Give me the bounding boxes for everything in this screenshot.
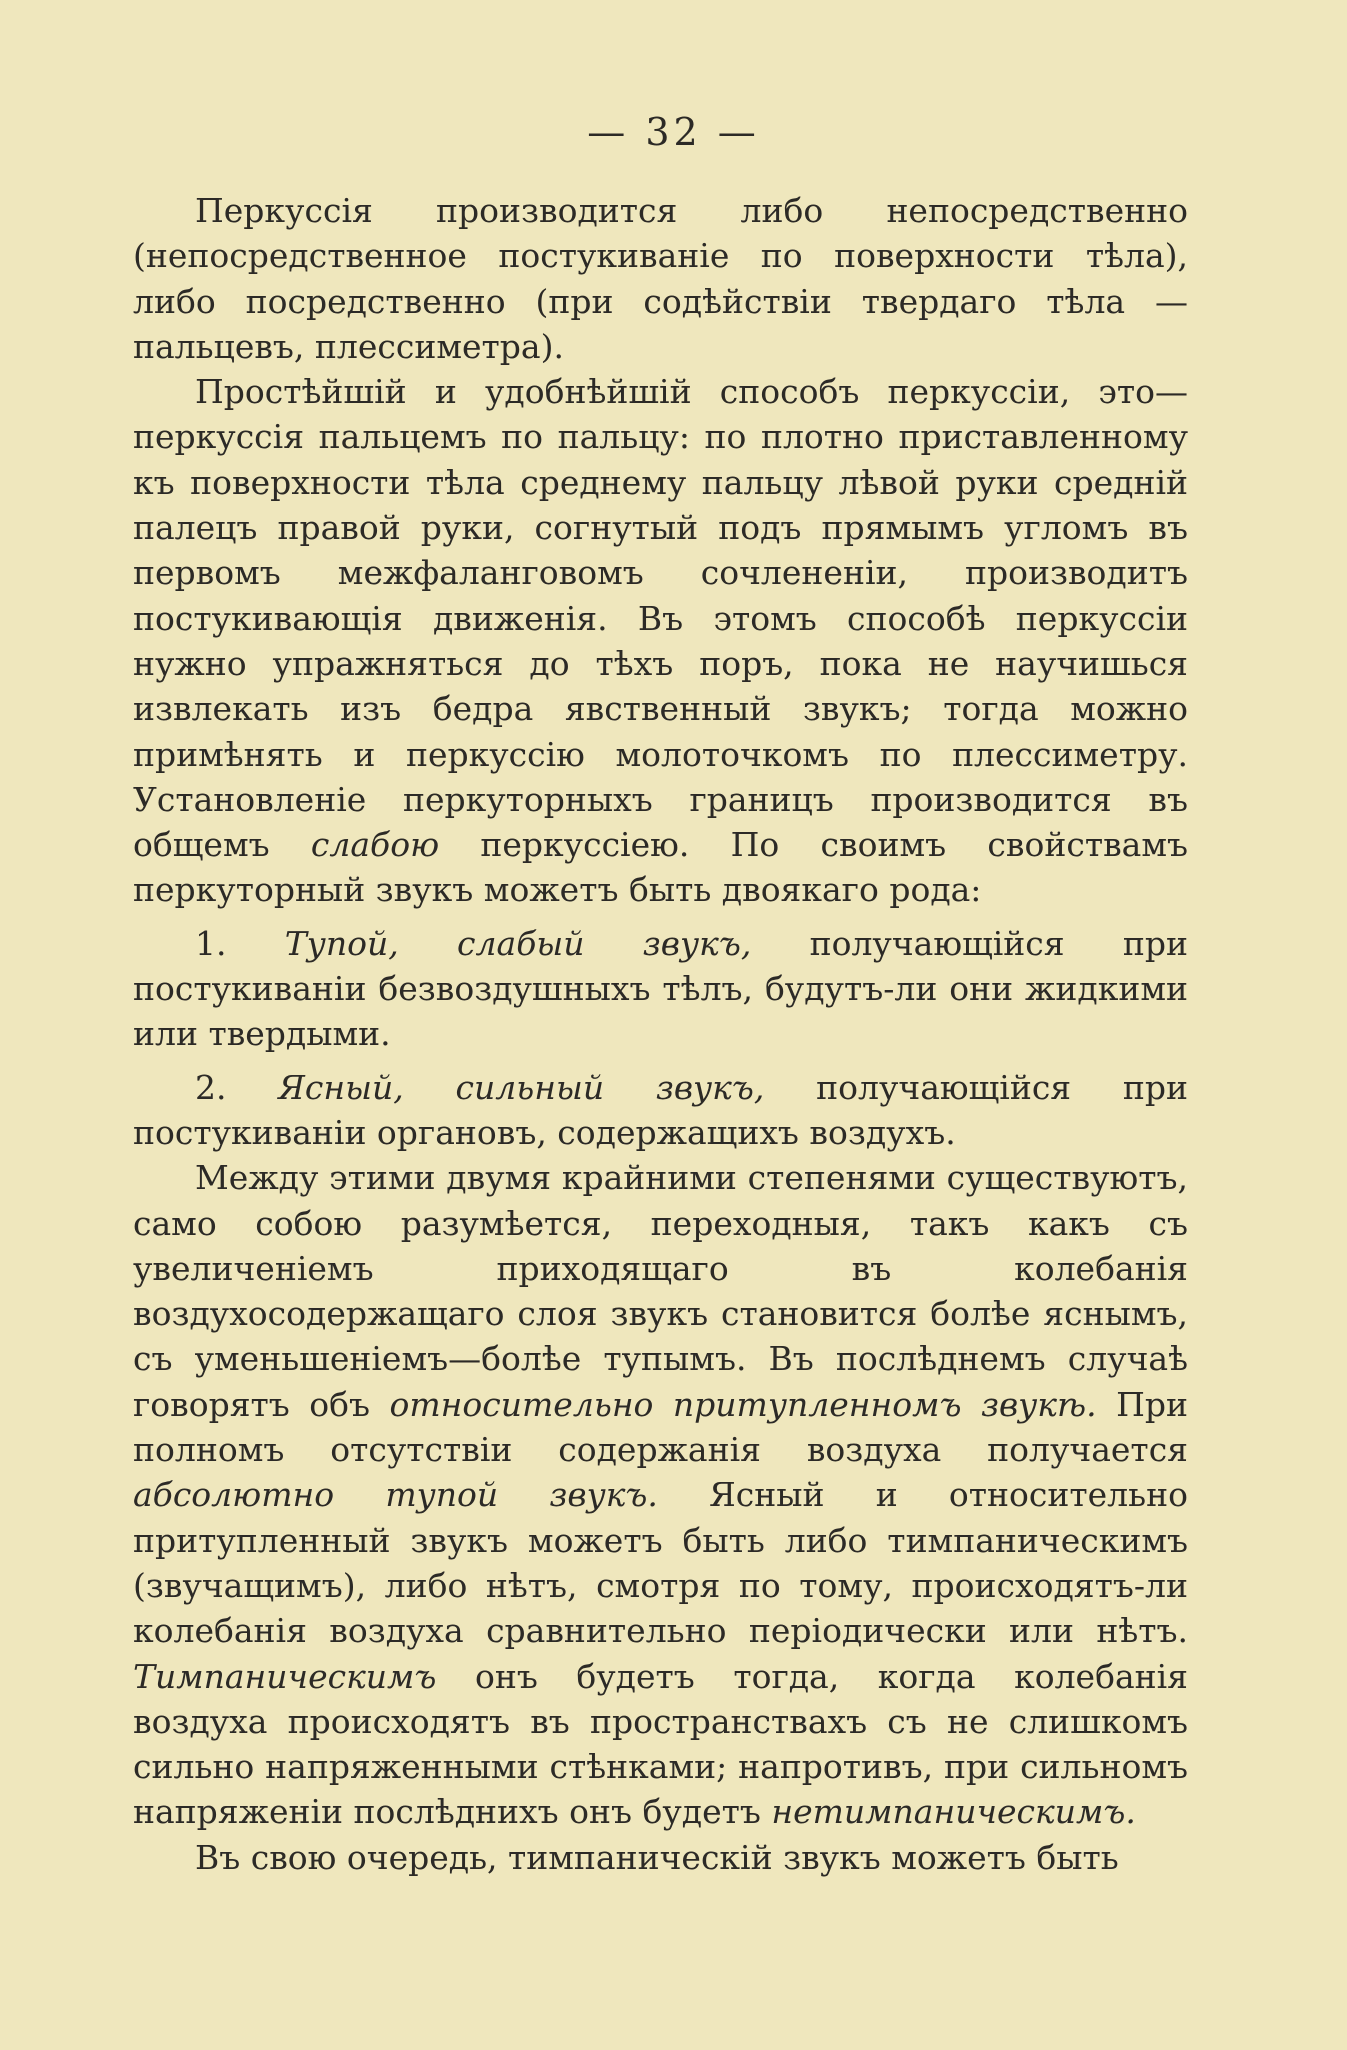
body-text	[133, 188, 1188, 1880]
paragraph-6	[133, 1835, 1188, 1880]
italic-term: слабою	[310, 825, 440, 865]
italic-term: Тупой, слабый звукъ,	[284, 923, 752, 963]
text-segment: Въ свою очередь, тимпаническій звукъ можетъ быть	[195, 1837, 1119, 1877]
text-segment: онъ будетъ тогда, когда колебанія воздуха происходятъ въ пространствахъ съ не слишкомъ сильно напряженными стѣнками; напротивъ, при сильномъ напряженіи послѣднихъ онъ будетъ	[133, 1656, 1188, 1832]
italic-term: абсолютно тупой звукъ.	[133, 1475, 658, 1515]
list-number: 2.	[195, 1067, 279, 1107]
italic-term: нетимпаническимъ.	[771, 1792, 1136, 1832]
text-segment: перкуссіею. По своимъ свойствамъ перкуторный звукъ можетъ быть двоякаго рода:	[133, 825, 1188, 910]
paragraph-4	[133, 1065, 1188, 1156]
text-segment: Ясный и относительно притупленный звукъ можетъ быть либо тимпаническимъ (звучащимъ), либо нѣтъ, смотря по тому, происходятъ-ли колебанія воздуха сравнительно періодически или нѣтъ.	[133, 1475, 1188, 1651]
text-segment: Простѣйшій и удобнѣйшій способъ перкуссіи, это— перкуссія пальцемъ по пальцу: по плотно приставленному къ поверхности тѣла среднему пальцу лѣвой руки средній палецъ правой руки, согнутый подъ прямымъ угломъ въ первомъ межфаланговомъ сочлененіи, производитъ постукивающія движенія. Въ этомъ способѣ перкуссіи нужно упражняться до тѣхъ поръ, пока не научишься извлекать изъ бедра явственный звукъ; тогда можно примѣнять и перкуссію молоточкомъ по плессиметру. Установленіе перкуторныхъ границъ производится въ общемъ	[133, 372, 1188, 865]
italic-term: Ясный, сильный звукъ,	[278, 1067, 765, 1107]
text-segment: получающійся при постукиваніи безвоздушныхъ тѣлъ, будутъ-ли они жидкими или твердыми.	[133, 923, 1188, 1054]
text-segment: Между этими двумя крайними степенями существуютъ, само собою разумѣется, переходныя, такъ какъ съ увеличеніемъ приходящаго въ колебанія воздухосодержащаго слоя звукъ становится болѣе яснымъ, съ уменьшеніемъ—болѣе тупымъ. Въ послѣднемъ случаѣ говорятъ объ	[133, 1158, 1188, 1424]
text-segment: При полномъ отсутствіи содержанія воздуха получается	[133, 1384, 1189, 1470]
paragraph-3	[133, 921, 1188, 1057]
page-number: — 32 —	[587, 110, 760, 154]
italic-term: Тимпаническимъ	[133, 1656, 437, 1696]
paragraph-5	[133, 1155, 1188, 1834]
paragraph-1	[133, 188, 1188, 369]
text-segment: Перкуссія производится либо непосредственно (непосредственное постукиваніе по поверхности тѣла), либо посредственно (при содѣйствіи твердаго тѣла — пальцевъ, плессиметра).	[133, 191, 1188, 366]
paragraph-2	[133, 369, 1188, 913]
list-number: 1.	[195, 923, 285, 963]
text-segment: получающійся при постукиваніи органовъ, содержащихъ воздухъ.	[133, 1067, 1188, 1152]
italic-term: относительно притупленномъ звукѣ.	[389, 1384, 1097, 1424]
